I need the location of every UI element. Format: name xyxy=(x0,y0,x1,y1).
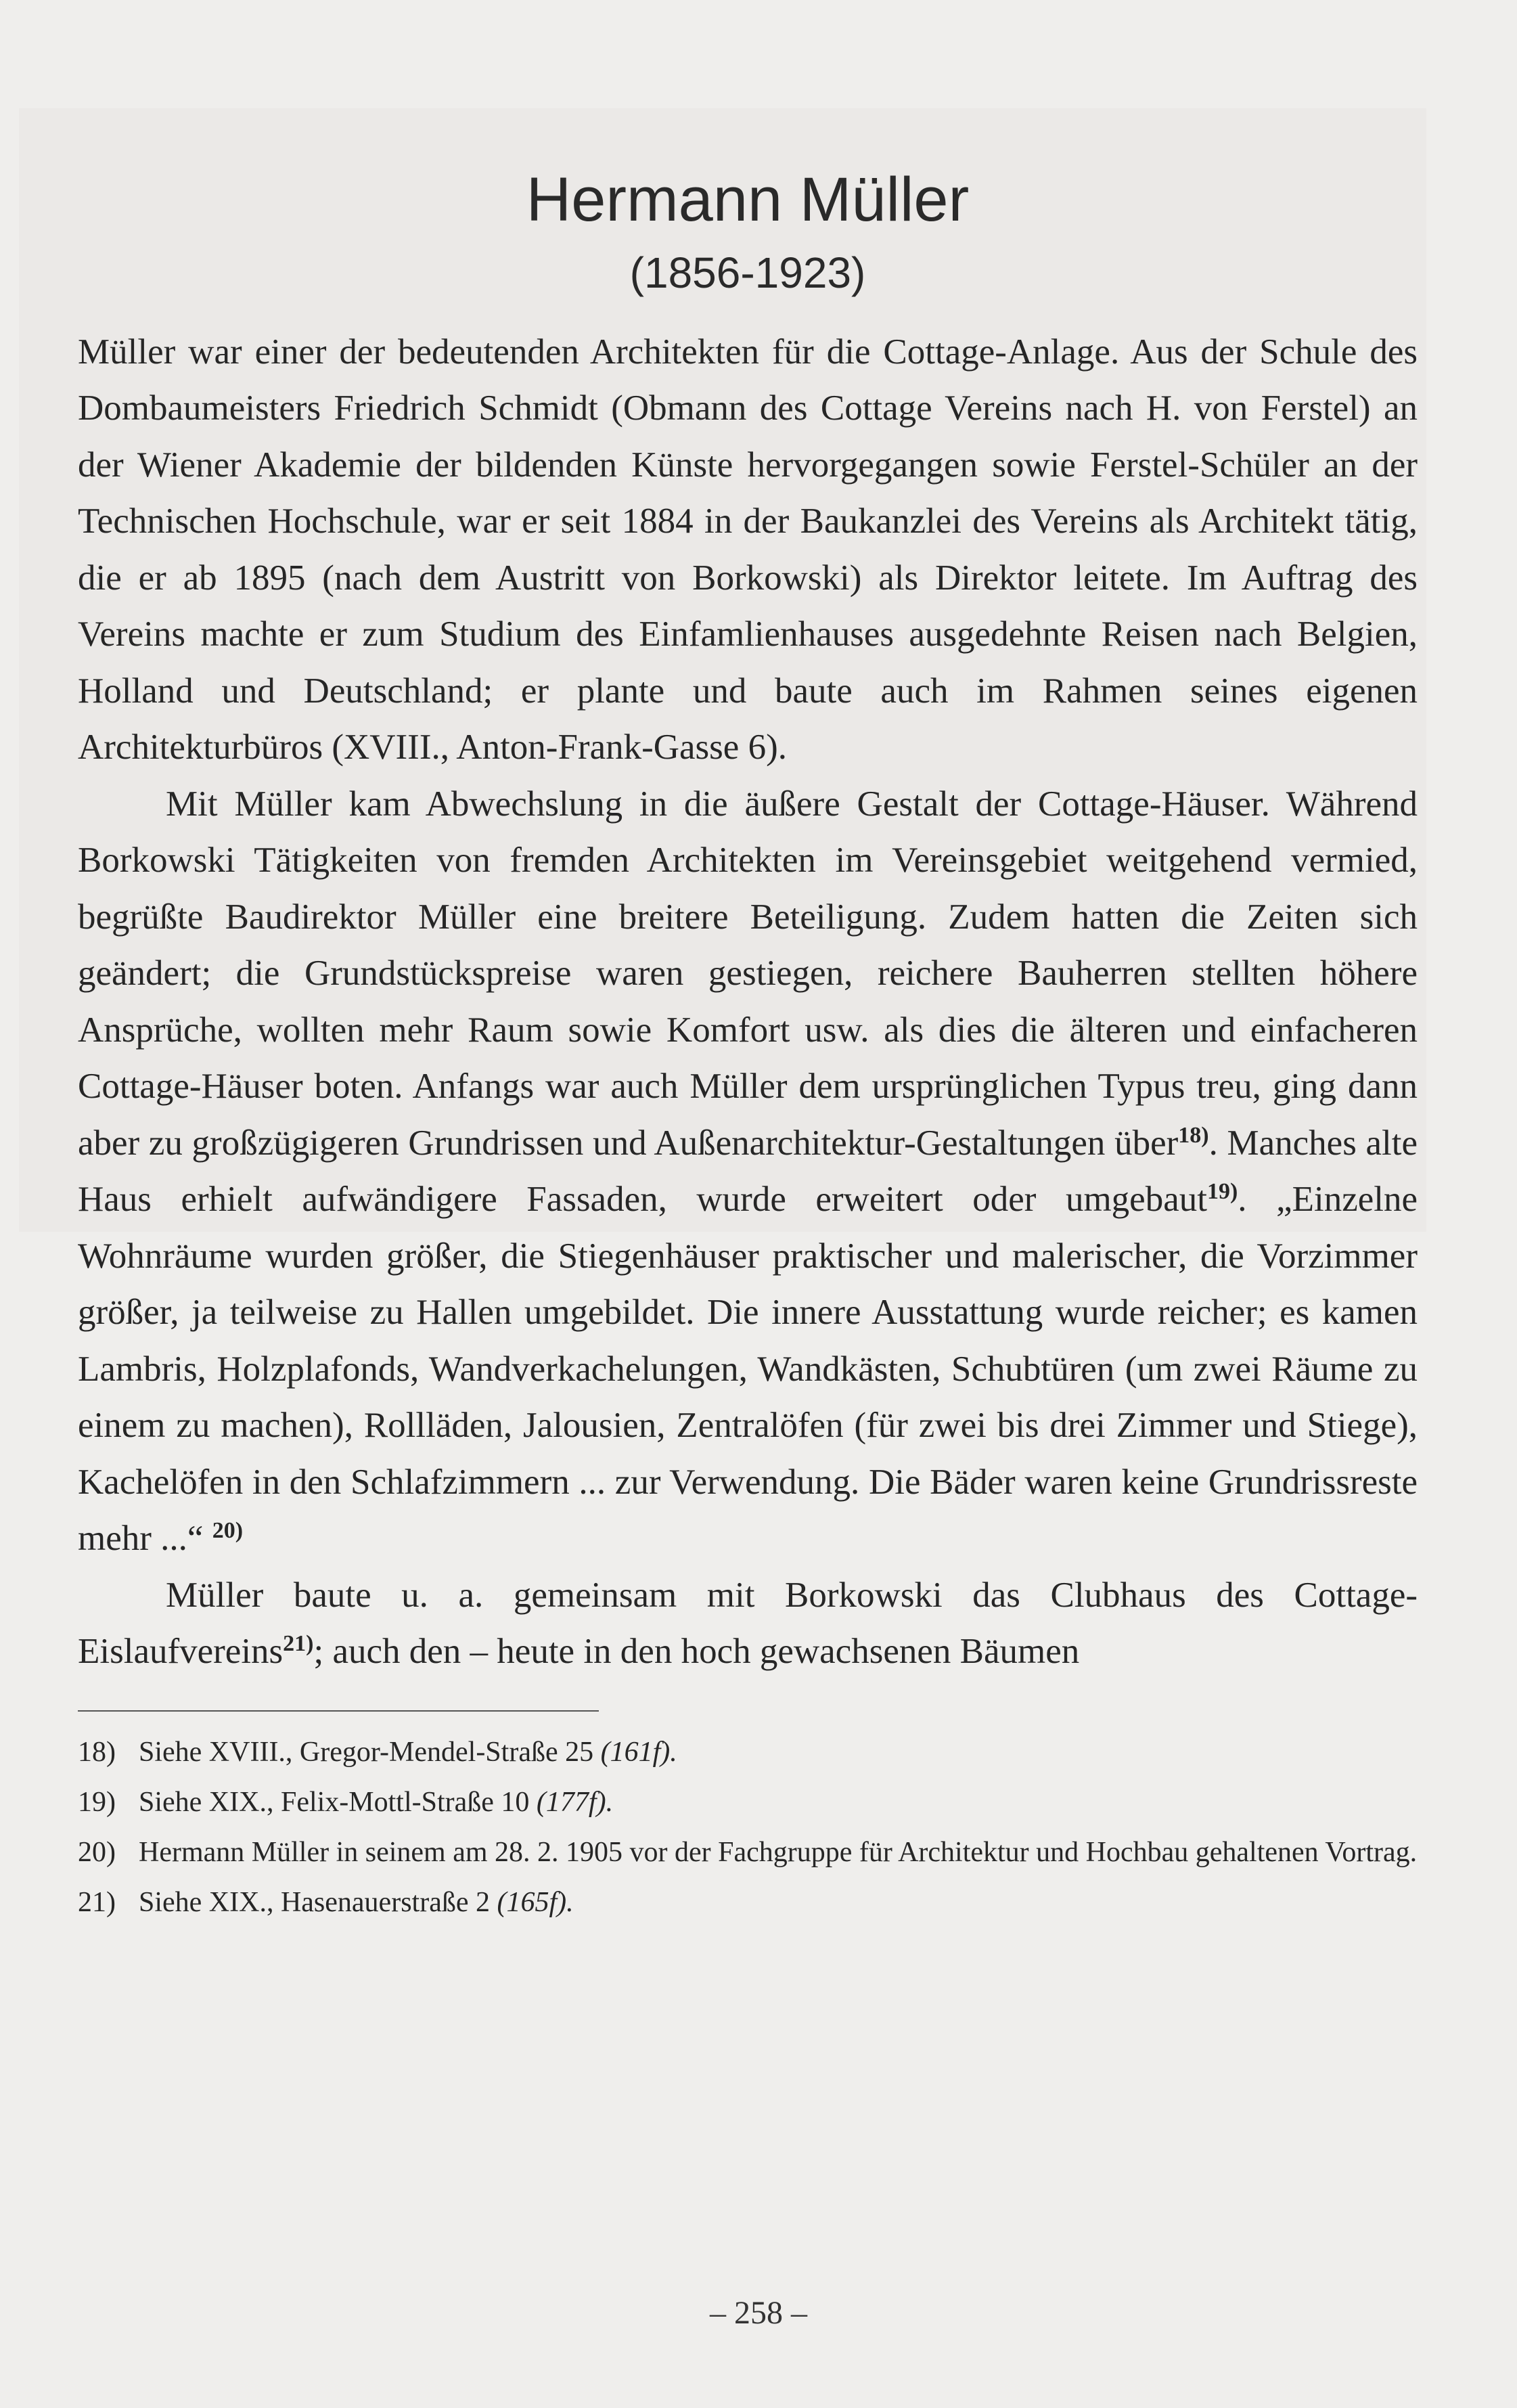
footnote-citation: (161f). xyxy=(600,1736,677,1768)
page-body xyxy=(78,166,1418,1931)
footnote-body xyxy=(139,1731,1418,1774)
footnote-20 xyxy=(78,1831,1418,1874)
footnote-ref-19: 19) xyxy=(1206,1179,1238,1205)
footnote-text: Siehe XIX., Felix-Mottl-Straße 10 xyxy=(139,1786,537,1818)
paragraph-3-text-b: ; auch den – heute in den hoch gewachsenen Bäumen xyxy=(313,1632,1080,1672)
footnotes xyxy=(78,1731,1418,1924)
footnote-21 xyxy=(78,1881,1418,1924)
footnote-citation: (177f). xyxy=(536,1786,614,1818)
footnote-number: 20) xyxy=(78,1836,116,1868)
footnote-text: Siehe XVIII., Gregor-Mendel-Straße 25 xyxy=(139,1736,601,1768)
footnote-body xyxy=(139,1881,1418,1924)
paragraph-1 xyxy=(78,324,1418,776)
footnote-ref-20: 20) xyxy=(212,1518,244,1544)
life-dates: (1856-1923) xyxy=(629,248,866,298)
footnote-ref-21: 21) xyxy=(283,1631,314,1657)
paragraph-3-text-a: Müller baute u. a. gemeinsam mit Borkowski das Clubhaus des Cottage-Eislaufvereins xyxy=(78,1575,1418,1672)
paragraph-2-text-c: . „Einzelne Wohnräume wurden größer, die Stiegenhäuser praktischer und malerischer, die Vorzimmer größer, ja teilweise zu Hallen umgebildet. Die innere Ausstattung wurde reicher; es kamen Lambris, Holzplafonds, Wandverkachelungen, Wandkästen, Schubtüren (um zwei Räume zu einem zu machen), Rollläden, Jalousien, Zentralöfen (für zwei bis drei Zimmer und Stiege), Kachelöfen in den Schlafzimmern ... zur Verwendung. Die Bäder waren keine Grundrissreste mehr ...“ xyxy=(78,1180,1418,1559)
footnote-divider xyxy=(78,1710,599,1712)
footnote-18 xyxy=(78,1731,1418,1774)
page-number: – 258 – xyxy=(710,2295,807,2331)
page-title: Hermann Müller xyxy=(526,165,970,234)
footnote-number: 18) xyxy=(78,1736,116,1768)
paragraph-1-text: Müller war einer der bedeutenden Architekten für die Cottage-Anlage. Aus der Schule des Dombaumeisters Friedrich Schmidt (Obmann des Cottage Vereins nach H. von Ferstel) an der Wiener Akademie der bildenden Künste hervorgegangen sowie Ferstel-Schüler an der Technischen Hochschule, war er seit 1884 in der Baukanzlei des Vereins als Architekt tätig, die er ab 1895 (nach dem Austritt von Borkowski) als Direktor leitete. Im Auftrag des Vereins machte er zum Studium des Einfamlienhauses ausgedehnte Reisen nach Belgien, Holland und Deutschland; er plante und baute auch im Rahmen seines eigenen Architekturbüros (XVIII., Anton-Frank-Gasse 6). xyxy=(78,332,1418,767)
footnote-number: 19) xyxy=(78,1786,116,1818)
footnote-ref-18: 18) xyxy=(1178,1122,1209,1148)
footnote-number: 21) xyxy=(78,1886,116,1918)
paragraph-2-text-a: Mit Müller kam Abwechslung in die äußere Gestalt der Cottage-Häuser. Während Borkowski Tätigkeiten von fremden Architekten im Vereinsgebiet weitgehend vermied, begrüßte Baudirektor Müller eine breitere Beteiligung. Zudem hatten die Zeiten sich geändert; die Grundstückspreise waren gestiegen, reichere Bauherren stellten höhere Ansprüche, wollten mehr Raum sowie Komfort usw. als dies die älteren und einfacheren Cottage-Häuser boten. Anfangs war auch Müller dem ursprünglichen Typus treu, ging dann aber zu großzügigeren Grundrissen und Außenarchitektur-Gestaltungen über xyxy=(78,784,1418,1163)
footnote-text: Hermann Müller in seinem am 28. 2. 1905 vor der Fachgruppe für Architektur und Hochbau gehaltenen Vortrag. xyxy=(139,1836,1418,1868)
footnote-19 xyxy=(78,1781,1418,1824)
paragraph-2 xyxy=(78,776,1418,1567)
paragraph-3 xyxy=(78,1567,1418,1680)
footnote-text: Siehe XIX., Hasenauerstraße 2 xyxy=(139,1886,497,1918)
footnote-citation: (165f). xyxy=(497,1886,574,1918)
paragraph-2-text-b: . Manches alte Haus erhielt aufwändigere Fassaden, wurde erweitert oder umgebaut xyxy=(78,1123,1418,1220)
footnote-body xyxy=(139,1781,1418,1824)
footnote-body xyxy=(139,1831,1418,1874)
